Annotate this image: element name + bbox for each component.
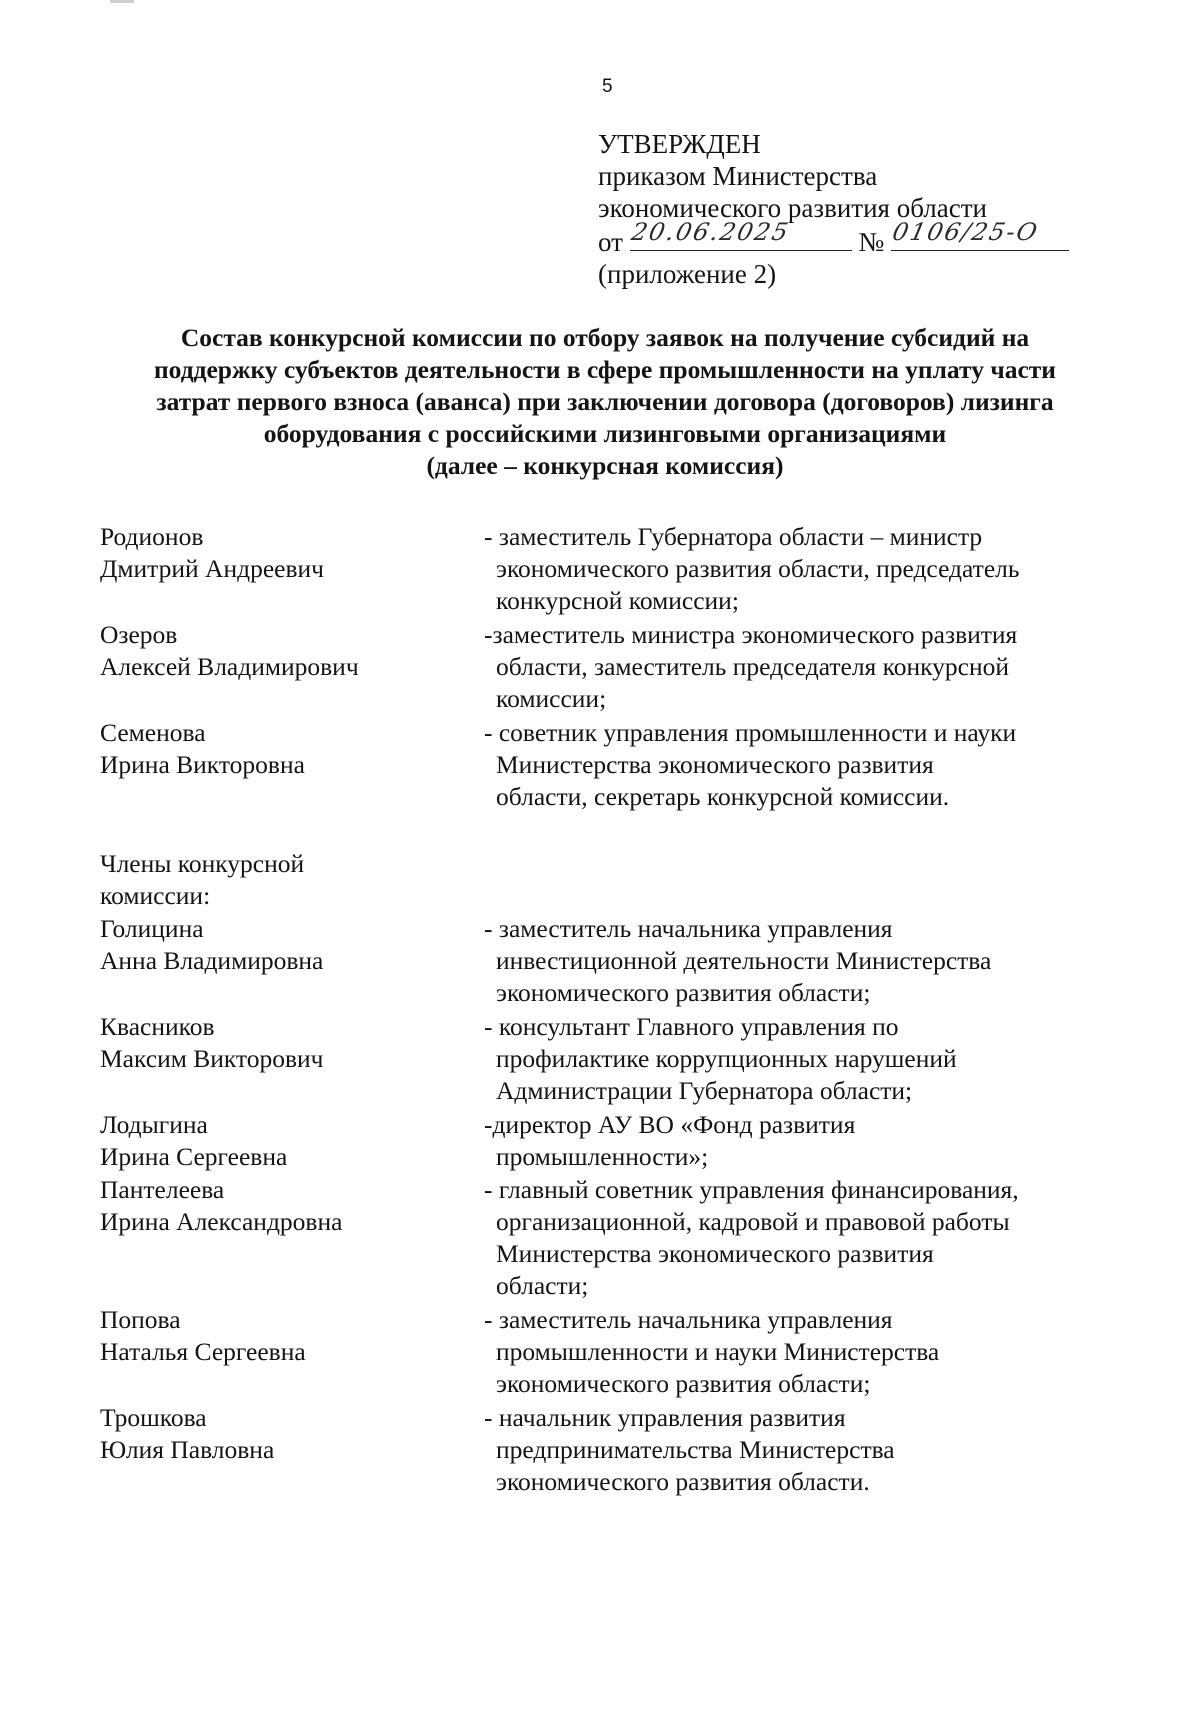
surname: Родионов <box>100 522 204 551</box>
role-line: - начальник управления развития <box>484 1403 846 1432</box>
role-line: комиссии; <box>496 684 607 713</box>
surname: Озеров <box>100 620 178 649</box>
member-role <box>484 1174 1019 1302</box>
scan-artifact <box>110 0 134 3</box>
role-line: экономического развития области; <box>496 978 871 1007</box>
role-line: - главный советник управления финансирования, <box>484 1175 1019 1204</box>
role-line: - советник управления промышленности и науки <box>484 718 1017 747</box>
surname: Попова <box>100 1305 181 1334</box>
member-role <box>484 1304 939 1400</box>
member-role <box>484 1402 895 1498</box>
surname: Квасников <box>100 1012 215 1041</box>
member-name <box>100 717 305 781</box>
title-line: оборудования с российскими лизинговыми организациями <box>263 419 947 448</box>
role-line: -директор АУ ВО «Фонд развития <box>484 1110 856 1139</box>
handwritten-date: 20.06.2025 <box>628 218 793 246</box>
role-line: - заместитель начальника управления <box>484 914 893 943</box>
title-line: (далее – конкурсная комиссия) <box>426 451 784 480</box>
surname: Голицина <box>100 914 204 943</box>
title-line: затрат первого взноса (аванса) при заключении договора (договоров) лизинга <box>156 387 1054 416</box>
member-role <box>484 619 1017 715</box>
approval-heading: УТВЕРЖДЕН <box>598 129 761 159</box>
approval-line-1: приказом Министерства <box>598 161 878 191</box>
member-name <box>100 1304 306 1368</box>
role-line: Министерства экономического развития <box>496 750 934 779</box>
handwritten-number: 0106/25-О <box>889 218 1042 246</box>
role-line: профилактике коррупционных нарушений <box>496 1044 957 1073</box>
members-heading <box>100 848 304 912</box>
member-name <box>100 1109 287 1173</box>
member-name <box>100 1011 324 1075</box>
member-name <box>100 521 324 585</box>
given-names: Ирина Викторовна <box>100 750 305 779</box>
date-prefix: от <box>598 227 623 257</box>
approval-line-2: экономического развития области <box>598 193 987 223</box>
member-name <box>100 619 359 683</box>
role-line: экономического развития области, председатель <box>496 554 1020 583</box>
members-heading-line: комиссии: <box>100 881 211 910</box>
role-line: области, секретарь конкурсной комиссии. <box>496 782 950 811</box>
given-names: Юлия Павловна <box>100 1435 275 1464</box>
surname: Лодыгина <box>100 1110 208 1139</box>
role-line: области; <box>496 1271 589 1300</box>
page-number: 5 <box>602 76 613 97</box>
member-name <box>100 913 323 977</box>
date-field <box>628 218 852 251</box>
surname: Семенова <box>100 718 206 747</box>
member-role <box>484 1109 855 1173</box>
role-line: конкурсной комиссии; <box>496 586 739 615</box>
member-name <box>100 1174 342 1238</box>
role-line: Администрации Губернатора области; <box>496 1076 913 1105</box>
member-role <box>484 717 1016 813</box>
role-line: Министерства экономического развития <box>496 1239 934 1268</box>
member-role <box>484 913 991 1009</box>
title-line: Состав конкурсной комиссии по отбору заявок на получение субсидий на <box>180 323 1030 352</box>
surname: Пантелеева <box>100 1175 225 1204</box>
members-heading-line: Члены конкурсной <box>100 849 305 878</box>
given-names: Максим Викторович <box>100 1044 324 1073</box>
surname: Трошкова <box>100 1403 207 1432</box>
number-field <box>889 218 1069 251</box>
approval-block <box>598 128 1069 290</box>
given-names: Ирина Сергеевна <box>100 1142 288 1171</box>
role-line: инвестиционной деятельности Министерства <box>496 946 992 975</box>
member-role <box>484 521 1020 617</box>
given-names: Наталья Сергеевна <box>100 1337 306 1366</box>
given-names: Анна Владимировна <box>100 946 324 975</box>
approval-date-number-line <box>598 218 1069 258</box>
given-names: Ирина Александровна <box>100 1207 343 1236</box>
role-line: экономического развития области. <box>496 1467 870 1496</box>
member-name <box>100 1402 274 1466</box>
member-role <box>484 1011 957 1107</box>
given-names: Дмитрий Андреевич <box>100 554 324 583</box>
role-line: -заместитель министра экономического развития <box>484 620 1018 649</box>
title-line: поддержку субъектов деятельности в сфере промышленности на уплату части <box>153 355 1056 384</box>
role-line: организационной, кадровой и правовой работы <box>496 1207 1010 1236</box>
role-line: экономического развития области; <box>496 1369 871 1398</box>
number-prefix: № <box>858 227 885 257</box>
document-title <box>95 322 1115 482</box>
role-line: промышленности и науки Министерства <box>496 1337 940 1366</box>
role-line: промышленности»; <box>496 1142 709 1171</box>
appendix-note: (приложение 2) <box>598 259 777 289</box>
role-line: - заместитель Губернатора области – министр <box>484 522 983 551</box>
role-line: предпринимательства Министерства <box>496 1435 895 1464</box>
role-line: области, заместитель председателя конкурсной <box>496 652 1010 681</box>
role-line: - консультант Главного управления по <box>484 1012 899 1041</box>
role-line: - заместитель начальника управления <box>484 1305 893 1334</box>
given-names: Алексей Владимирович <box>100 652 359 681</box>
